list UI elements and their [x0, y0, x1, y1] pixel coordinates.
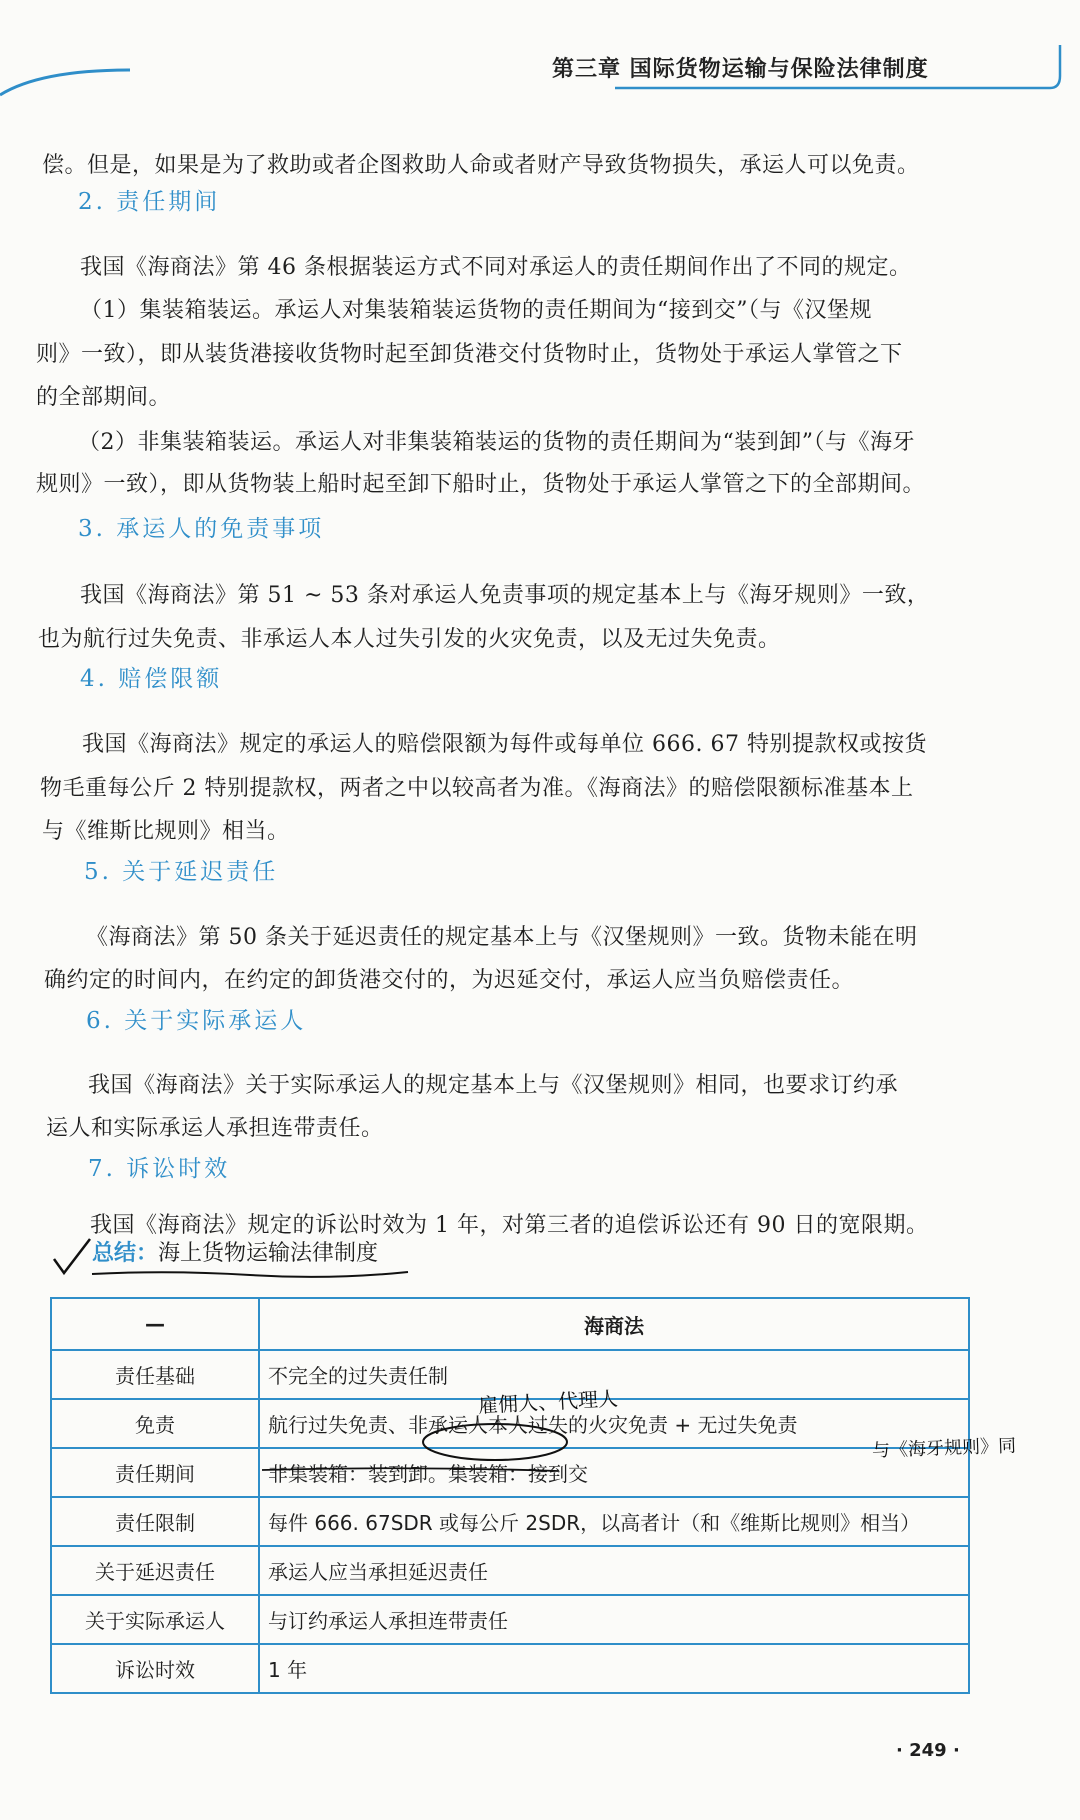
row-label: 责任限制: [51, 1497, 259, 1546]
summary-tag: 总结: [92, 1241, 137, 1266]
text-line: 也为航行过失免责、非承运人本人过失引发的火灾免责，以及无过失免责。: [38, 627, 781, 652]
text-line: 我国《海商法》规定的诉讼时效为 1 年，对第三者的追偿诉讼还有 90 日的宽限期。: [90, 1213, 929, 1238]
summary-colon: ：: [136, 1241, 159, 1266]
section-heading: 2. 责任期间: [78, 189, 221, 215]
section-heading: 4. 赔偿限额: [80, 666, 223, 692]
row-value: 与订约承运人承担连带责任: [259, 1595, 969, 1644]
text-line: 确约定的时间内，在约定的卸货港交付的，为迟延交付，承运人应当负赔偿责任。: [44, 968, 855, 993]
text-line: 我国《海商法》规定的承运人的赔偿限额为每件或每单位 666. 67 特别提款权或按货: [82, 732, 927, 757]
row-value: 非集装箱：装到卸。集装箱：接到交: [259, 1448, 969, 1497]
row-value: 每件 666. 67SDR 或每公斤 2SDR，以高者计（和《维斯比规则》相当）: [259, 1497, 969, 1546]
row-value: 承运人应当承担延迟责任: [259, 1546, 969, 1595]
text-line: 我国《海商法》第 51 ~ 53 条对承运人免责事项的规定基本上与《海牙规则》一致，: [80, 583, 930, 608]
chapter-title: 第三章 国际货物运输与保险法律制度: [552, 57, 929, 82]
row-label: 责任期间: [51, 1448, 259, 1497]
row-label: 关于实际承运人: [51, 1595, 259, 1644]
text-line: 偿。但是，如果是为了救助或者企图救助人命或者财产导致货物损失，承运人可以免责。: [42, 153, 920, 178]
row-value: 航行过失免责、非承运人本人过失的火灾免责 + 无过失免责: [259, 1399, 969, 1448]
text-line: 物毛重每公斤 2 特别提款权，两者之中以较高者为准。《海商法》的赔偿限额标准基本上: [40, 776, 914, 801]
row-label: 免责: [51, 1399, 259, 1448]
handwritten-note: 与《海牙规则》同: [871, 1435, 1017, 1462]
text-line: 与《维斯比规则》相当。: [42, 819, 290, 844]
text-line: 《海商法》第 50 条关于延迟责任的规定基本上与《汉堡规则》一致。货物未能在明: [86, 925, 918, 950]
circle-mark: [420, 1420, 570, 1464]
section-heading: 5. 关于延迟责任: [84, 859, 279, 885]
table-row: [51, 1595, 969, 1644]
section-heading: 3. 承运人的免责事项: [78, 516, 325, 542]
table-header-row: [51, 1298, 969, 1350]
text-line: 则》一致），即从装货港接收货物时起至卸货港交付货物时止，货物处于承运人掌管之下: [36, 342, 903, 367]
text-line: （2）非集装箱装运。承运人对非集装箱装运的货物的责任期间为“装到卸”（与《海牙: [78, 430, 915, 455]
table-header-cell: 海商法: [259, 1298, 969, 1350]
text-line: 我国《海商法》第 46 条根据装运方式不同对承运人的责任期间作出了不同的规定。: [80, 255, 912, 280]
row-label: 诉讼时效: [51, 1644, 259, 1693]
table-header-cell: —: [51, 1298, 259, 1350]
handwritten-note: 雇佣人、代理人: [477, 1386, 619, 1418]
summary-table: [50, 1297, 970, 1694]
underline-mark: [260, 1464, 560, 1476]
row-label: 关于延迟责任: [51, 1546, 259, 1595]
summary-label: [92, 1236, 378, 1267]
row-label: 责任基础: [51, 1350, 259, 1399]
table-row: [51, 1497, 969, 1546]
summary-title: 海上货物运输法律制度: [158, 1241, 379, 1266]
text-line: 规则》一致），即从货物装上船时起至卸下船时止，货物处于承运人掌管之下的全部期间。: [36, 472, 926, 497]
check-icon: [50, 1235, 94, 1279]
table-row: [51, 1546, 969, 1595]
text-line: 我国《海商法》关于实际承运人的规定基本上与《汉堡规则》相同，也要求订约承: [88, 1073, 899, 1098]
table-row: [51, 1644, 969, 1693]
section-heading: 7. 诉讼时效: [88, 1156, 231, 1182]
section-heading: 6. 关于实际承运人: [86, 1008, 307, 1034]
row-value: 不完全的过失责任制: [259, 1350, 969, 1399]
text-line: （1）集装箱装运。承运人对集装箱装运货物的责任期间为“接到交”（与《汉堡规: [80, 298, 872, 323]
page-number: · 249 ·: [896, 1740, 960, 1761]
underline-mark: [90, 1266, 410, 1282]
text-line: 的全部期间。: [36, 385, 172, 410]
text-line: 运人和实际承运人承担连带责任。: [46, 1116, 384, 1141]
row-value: 1 年: [259, 1644, 969, 1693]
